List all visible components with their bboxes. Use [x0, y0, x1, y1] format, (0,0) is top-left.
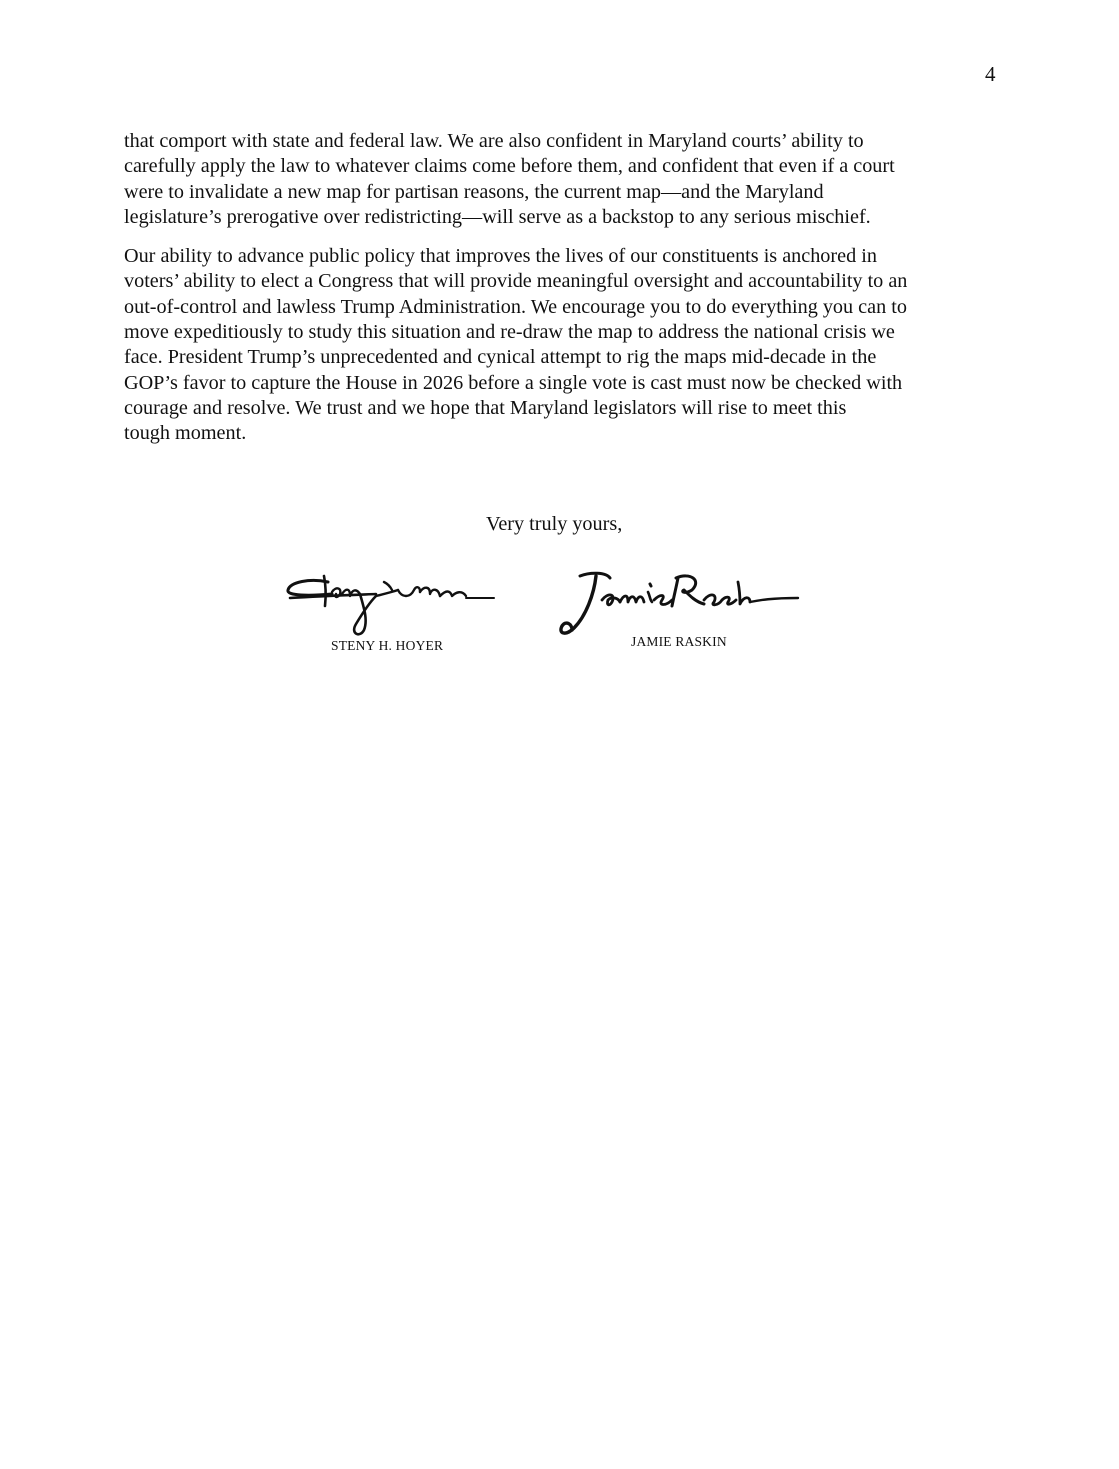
text-line: move expeditiously to study this situation and re-draw the map to address the national crisis we — [124, 321, 895, 344]
text-line: tough moment. — [124, 422, 247, 445]
signature-hoyer — [280, 568, 500, 640]
text-line: face. President Trump’s unprecedented and cynical attempt to rig the maps mid-decade in the — [124, 346, 877, 369]
text-line: out-of-control and lawless Trump Administration. We encourage you to do everything you can to — [124, 295, 907, 318]
text-line: legislature’s prerogative over redistricting—will serve as a backstop to any serious mischief. — [124, 205, 871, 228]
paragraph-spacer — [124, 230, 1014, 244]
letter-body — [124, 129, 1014, 447]
text-line: voters’ ability to elect a Congress that will provide meaningful oversight and accountability to an — [124, 270, 908, 293]
text-line: courage and resolve. We trust and we hope that Maryland legislators will rise to meet this — [124, 396, 847, 419]
signatory-name-raskin: JAMIE RASKIN — [631, 634, 727, 649]
signature-raskin-drawing — [550, 566, 810, 642]
text-line: were to invalidate a new map for partisan reasons, the current map—and the Maryland — [124, 180, 824, 203]
signatory-name-hoyer: STENY H. HOYER — [331, 638, 444, 653]
paragraph-1 — [124, 129, 1014, 230]
text-line: Our ability to advance public policy that improves the lives of our constituents is anchored in — [124, 245, 877, 268]
paragraph-2 — [124, 244, 1014, 446]
page-number: 4 — [985, 62, 996, 86]
text-line: that comport with state and federal law. We are also confident in Maryland courts’ ability to — [124, 130, 864, 152]
signature-hoyer-drawing — [280, 568, 500, 640]
closing-salutation: Very truly yours, — [486, 513, 623, 535]
signature-raskin — [550, 566, 810, 642]
text-line: carefully apply the law to whatever claims come before them, and confident that even if a court — [124, 155, 895, 178]
text-line: GOP’s favor to capture the House in 2026 before a single vote is cast must now be checked with — [124, 371, 903, 394]
